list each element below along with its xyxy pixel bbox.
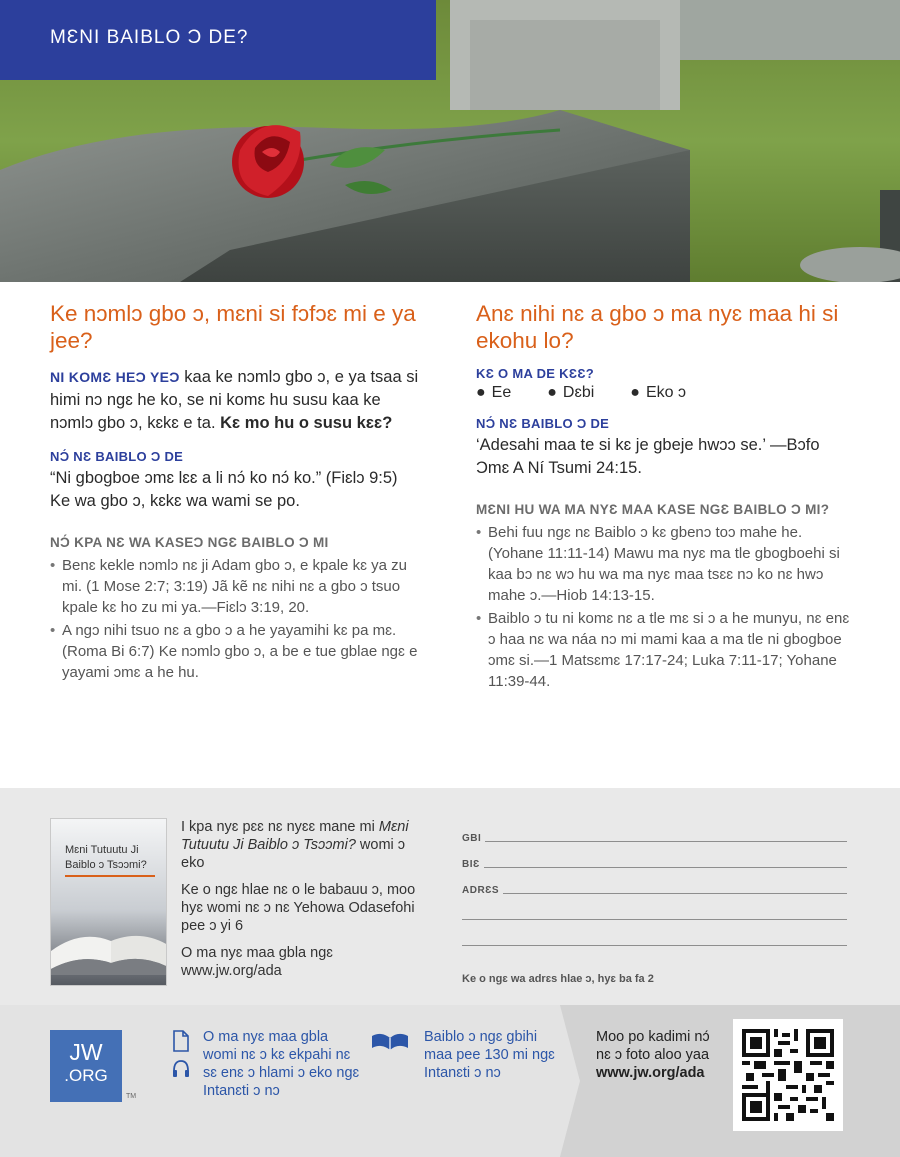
phone-field[interactable]: [462, 844, 847, 870]
address-field[interactable]: [462, 870, 847, 896]
right-heading: Anɛ nihi nɛ a gbo ɔ ma nyɛ maa hi si ekohu lo?: [476, 301, 839, 353]
left-intro: [50, 366, 420, 435]
left-column: [50, 300, 420, 685]
right-bullet-list: [476, 522, 856, 692]
bullet-dot-icon: ●: [476, 384, 486, 401]
option-label: Ee: [491, 384, 512, 401]
offer-download: O ma nyɛ maa gbla ngɛ www.jw.org/ada: [181, 945, 333, 979]
qr-code-icon: [742, 1028, 834, 1122]
name-field[interactable]: [462, 818, 847, 844]
option-no: [547, 384, 594, 402]
intro-text: kaa ke nɔmlɔ gbo ɔ, e ya tsaa si himi nɔ ngɛ he ko, se ni komɛ hu susu kaa ke nɔmlɔ gbo ɔ, kɛkɛ e ta.: [50, 368, 419, 432]
open-bible-image: [51, 911, 167, 986]
option-yes: [476, 384, 511, 402]
left-bullet-list: [50, 555, 420, 683]
intro-question: Kɛ mo hu o susu kɛɛ?: [220, 414, 393, 432]
qr-url[interactable]: www.jw.org/ada: [596, 1065, 705, 1081]
logo-org: .ORG: [64, 1066, 108, 1085]
jw-org-logo[interactable]: [50, 1030, 122, 1102]
intro-lead: NI KOMƐ HEƆ YEƆ: [50, 369, 180, 385]
left-quote: “Ni gbogboe ɔmɛ lɛɛ a li nɔ́ ko nɔ́ ko.” (Fiɛlɔ 9:5) Ke wa gbo ɔ, kɛkɛ wa wami se po.: [50, 469, 398, 510]
bullet-dot-icon: ●: [630, 384, 640, 401]
address-line-3[interactable]: [462, 922, 847, 948]
address-line[interactable]: [503, 893, 847, 894]
right-column: [476, 300, 856, 694]
option-label: Eko ɔ: [645, 384, 686, 401]
right-section-title: MƐNI HU WA MA NYƐ MAA KASE NGƐ BAIBLO Ɔ MI?: [476, 502, 830, 517]
offer-request-b: womi ɔ eko: [181, 837, 406, 871]
address-line-2-rule[interactable]: [462, 919, 847, 920]
address-line-2[interactable]: [462, 896, 847, 922]
offer-request: [181, 818, 431, 872]
book-cover: [50, 818, 167, 986]
qr-instructions: [596, 1028, 726, 1082]
hero-image: [0, 0, 900, 282]
list-item: • A ngɔ nihi tsuo nɛ a gbo ɔ a he yayamihi kɛ pa mɛ. (Roma Bi 6:7) Ke nɔmlɔ gbo ɔ, a be e tue gblae ngɛ e yayami ɔmɛ a he hu.: [50, 620, 420, 683]
answer-options: [476, 384, 856, 402]
offer-book-title: Mɛni Tutuutu Ji Baiblo ɔ Tsɔɔmi?: [181, 819, 409, 853]
name-label: GBI: [462, 833, 482, 844]
left-kicker: NƆ́ NƐ BAIBLO Ɔ DE: [50, 449, 184, 464]
qr-code[interactable]: [733, 1019, 843, 1131]
document-icon: [172, 1030, 190, 1052]
offer-text: [181, 818, 431, 989]
open-book-icon: [370, 1030, 410, 1052]
option-label: Dɛbi: [562, 384, 595, 401]
qr-instructions-text: Moo po kadimi nɔ́ nɛ ɔ foto aloo yaa: [596, 1029, 710, 1063]
contact-form: [462, 818, 847, 948]
name-line[interactable]: [485, 841, 847, 842]
phone-line[interactable]: [484, 867, 847, 868]
phone-label: BIƐ: [462, 859, 480, 870]
left-heading: Ke nɔmlɔ gbo ɔ, mɛni si fɔfɔɛ mi e ya jee?: [50, 301, 416, 353]
bullet-dot-icon: ●: [547, 384, 557, 401]
option-maybe: [630, 384, 686, 402]
right-kicker: NƆ́ NƐ BAIBLO Ɔ DE: [476, 416, 610, 431]
page-title-banner: MƐNI BAIBLO Ɔ DE?: [0, 0, 436, 80]
right-kicker-question: KƐ O MA DE KƐƐ?: [476, 366, 595, 381]
offer-request-a: I kpa nyɛ pɛɛ nɛ nyɛɛ mane mi: [181, 819, 379, 835]
headphones-icon: [171, 1058, 191, 1078]
left-section-title: NƆ́ KPA NƐ WA KASEƆ NGƐ BAIBLO Ɔ MI: [50, 535, 329, 550]
list-item: • Baiblo ɔ tu ni komɛ nɛ a tle mɛ si ɔ a he munyu, nɛ enɛ ɔ haa nɛ wa náa nɔ mi mami kaa a ma tle ni gbogboe ɔmɛ si.—1 Matsɛmɛ 17:17-24; Luka 7:11-17; Yohane 11:39-44.: [476, 608, 856, 692]
trademark-mark: TM: [126, 1093, 137, 1100]
footer-download-text[interactable]: O ma nyɛ maa gbla womi nɛ ɔ kɛ ekpahi nɛ sɛ enɛ ɔ hlami ɔ eko ngɛ Intanɛti ɔ nɔ: [203, 1029, 360, 1099]
list-item: • Behi fuu ngɛ nɛ Baiblo ɔ kɛ gbenɔ toɔ mahe he. (Yohane 11:11-14) Mawu ma nyɛ ma tle gbogboehi si kaa bɔ nɛ wɔ hu wa ma nyɛ maa tsɛɛ nɔ ko nɛ hwɔ mahe ɔ.—Hiob 14:13-15.: [476, 522, 856, 606]
list-item: • Benɛ kekle nɔmlɔ nɛ ji Adam gbo ɔ, e kpale kɛ ya zu mi. (1 Mose 2:7; 3:19) Jã kẽ nɛ nihi nɛ a gbo ɔ tsuo kpale kɛ ho zu mi ya.—Fiɛlɔ 3:19, 20.: [50, 555, 420, 618]
right-quote: ‘Adesahi maa te si kɛ je gbeje hwɔɔ se.’ —Bɔfo Ɔmɛ A Ní Tsumi 24:15.: [476, 436, 820, 477]
book-cover-title: Mɛni Tutuutu Ji Baiblo ɔ Tsɔɔmi?: [65, 844, 147, 871]
form-note: Ke o ngɛ wa adrɛs hlae ɔ, hyɛ ba fa 2: [462, 973, 654, 985]
footer-bible-text[interactable]: Baiblo ɔ ngɛ gbihi maa pee 130 mi ngɛ Intanɛti ɔ nɔ: [424, 1029, 555, 1081]
offer-learn-more: Ke o ngɛ hlae nɛ o le babauu ɔ, moo hyɛ womi nɛ ɔ nɛ Yehowa Odasefohi pee ɔ yi 6: [181, 882, 416, 934]
logo-jw: JW: [69, 1039, 103, 1065]
address-line-3-rule[interactable]: [462, 945, 847, 946]
address-label: ADRƐS: [462, 885, 500, 896]
book-cover-divider: [65, 875, 155, 877]
